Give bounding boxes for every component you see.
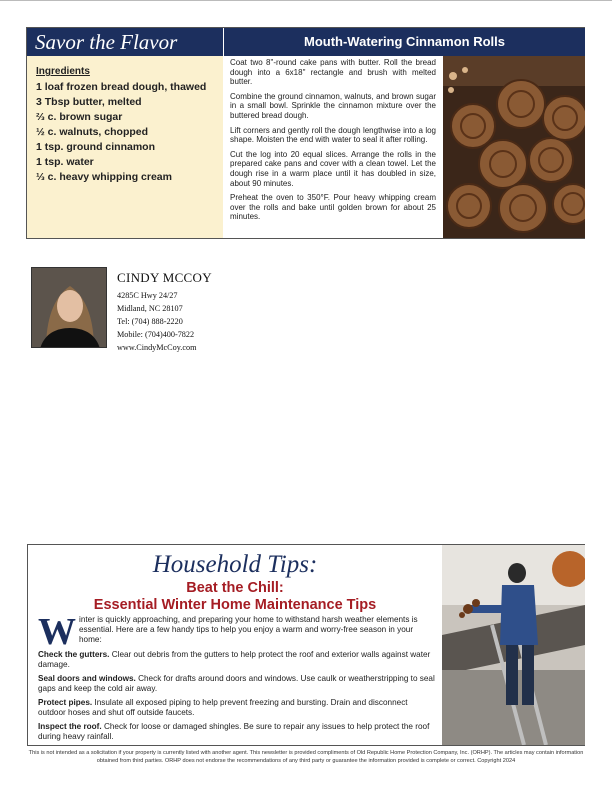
recipe-box bbox=[26, 27, 585, 239]
tips-intro-text: inter is quickly approaching, and preparing your home to withstand harsh weather elements is essential. Here are a few handy tips to help you enjoy a warm and worry-free season in your home: bbox=[79, 615, 418, 644]
drop-cap: W bbox=[38, 611, 76, 653]
ingredient-item: 1 loaf frozen bread dough, thawed bbox=[36, 81, 207, 93]
cinnamon-rolls-photo bbox=[443, 56, 585, 238]
ingredients-heading: Ingredients bbox=[36, 66, 90, 77]
tip-item bbox=[38, 674, 436, 694]
recipe-step: Cut the log into 20 equal slices. Arrange the rolls in the prepared cake pans and cover with a clean towel. Let the dough rise in a warm place until it has doubled in size, about 90 minutes. bbox=[230, 149, 436, 188]
agent-photo bbox=[31, 267, 107, 348]
tip-text: Check for drafts around doors and windows. Use caulk or weatherstripping to seal gaps and keep the cold air away. bbox=[38, 674, 435, 693]
agent-address-line1: 4285C Hwy 24/27 bbox=[117, 291, 178, 300]
tip-item bbox=[38, 650, 436, 670]
tip-text: Check for loose or damaged shingles. Be sure to repair any issues to help protect the roof during heavy rainfall. bbox=[38, 722, 430, 741]
ingredient-item: 1 tsp. water bbox=[36, 156, 94, 168]
tip-title: Check the gutters. bbox=[38, 650, 110, 659]
recipe-step: Coat two 8"-round cake pans with butter. Roll the bread dough into a 6x18" rectangle and brush with melted butter. bbox=[230, 58, 436, 87]
tips-subtitle: Beat the Chill: bbox=[186, 580, 284, 596]
recipe-title: Mouth-Watering Cinnamon Rolls bbox=[224, 28, 585, 56]
agent-name: CINDY MCCOY bbox=[117, 270, 212, 285]
ingredient-item: ⅔ c. brown sugar bbox=[36, 111, 123, 123]
agent-address-line2: Midland, NC 28107 bbox=[117, 304, 183, 313]
agent-mobile: Mobile: (704)400-7822 bbox=[117, 330, 195, 339]
tip-item bbox=[38, 722, 436, 742]
tips-article-title: Essential Winter Home Maintenance Tips bbox=[93, 597, 377, 613]
tip-text: Insulate all exposed piping to help prevent freezing and bursting. Drain and disconnect outdoor hoses and shut off outside faucets. bbox=[38, 698, 408, 717]
recipe-step: Combine the ground cinnamon, walnuts, and brown sugar in a small bowl. Sprinkle the cinnamon mixture over the buttered bread dough. bbox=[230, 91, 436, 120]
recipe-steps bbox=[230, 58, 436, 227]
tip-title: Inspect the roof. bbox=[38, 722, 102, 731]
tip-title: Protect pipes. bbox=[38, 698, 93, 707]
recipe-step: Preheat the oven to 350°F. Pour heavy whipping cream over the rolls and bake until golden brown for about 25 minutes. bbox=[230, 193, 436, 222]
agent-tel: Tel: (704) 888-2220 bbox=[117, 317, 183, 326]
top-rule bbox=[0, 0, 612, 1]
ingredient-item: 1 tsp. ground cinnamon bbox=[36, 141, 156, 153]
tips-heading: Household Tips: bbox=[152, 551, 318, 578]
ingredient-item: ½ c. walnuts, chopped bbox=[36, 126, 149, 138]
savor-banner: Savor the Flavor bbox=[27, 28, 223, 56]
ingredient-item: ⅓ c. heavy whipping cream bbox=[36, 171, 172, 183]
gutter-cleaning-photo bbox=[442, 545, 585, 745]
tip-item bbox=[38, 698, 436, 718]
agent-contact bbox=[117, 270, 212, 354]
tips-intro bbox=[38, 611, 436, 653]
tip-title: Seal doors and windows. bbox=[38, 674, 136, 683]
ingredient-item: 3 Tbsp butter, melted bbox=[36, 96, 142, 108]
tip-text: Clear out debris from the gutters to help protect the roof and exterior walls against water damage. bbox=[38, 650, 431, 669]
recipe-step: Lift corners and gently roll the dough lengthwise into a log shape. Moisten the end with water to seal it after rolling. bbox=[230, 125, 436, 145]
tips-body bbox=[38, 611, 436, 746]
agent-website[interactable]: www.CindyMcCoy.com bbox=[117, 343, 197, 352]
household-tips-box bbox=[27, 544, 585, 746]
ingredients-panel bbox=[27, 56, 223, 238]
disclaimer: This is not intended as a solicitation if your property is currently listed with another agent. This newsletter is provided compliments of Old Republic Home Protection Company, Inc. (ORHP). The articles may contain information obtained from third parties. ORHP does not endorse the recommendations of any third party or guarantee the information provided is complete or correct. Copyright 2024 bbox=[28, 750, 584, 764]
